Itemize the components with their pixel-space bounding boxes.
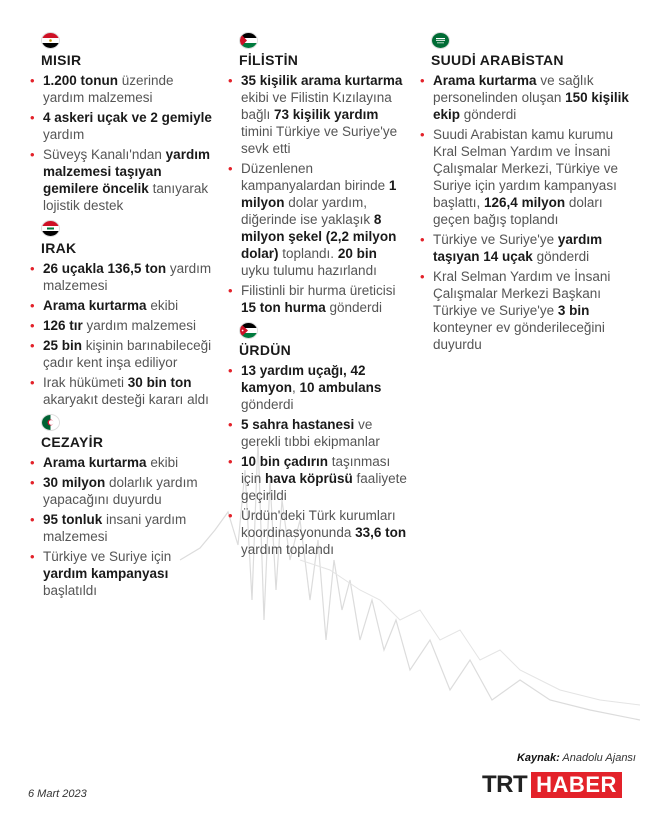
saudi-arabia-flag-icon xyxy=(431,32,450,49)
aid-list-item xyxy=(228,416,408,450)
aid-list-item xyxy=(228,362,408,413)
highlight-text: 26 uçakla 136,5 ton xyxy=(43,261,167,276)
highlight-text: 126,4 milyon xyxy=(484,195,566,210)
country-section xyxy=(228,32,408,316)
item-text: ve sağlık personelinden oluşan xyxy=(433,73,594,105)
item-text: konteyner ev gönderileceğini duyurdu xyxy=(433,320,605,352)
highlight-text: 126 tır xyxy=(43,318,83,333)
item-text: Ürdün'deki Türk kurumları koordinasyonunda xyxy=(241,508,396,540)
aid-list-item xyxy=(228,72,408,157)
aid-list-item xyxy=(228,160,408,279)
item-text: yardım malzemesi xyxy=(82,318,197,333)
aid-list xyxy=(228,362,408,558)
item-text: Türkiye ve Suriye için xyxy=(43,549,172,564)
item-text: gönderdi xyxy=(532,249,590,264)
logo-haber: HABER xyxy=(531,772,622,798)
highlight-text: yardım taşıyan 14 uçak xyxy=(433,232,603,264)
item-text: ekibi ve Filistin Kızılayına bağlı xyxy=(241,90,392,122)
country-section xyxy=(30,220,215,408)
aid-list-item xyxy=(30,337,215,371)
item-text: Türkiye ve Suriye'ye xyxy=(433,232,558,247)
country-section xyxy=(228,322,408,558)
item-text: timini Türkiye ve Suriye'ye sevk etti xyxy=(241,124,398,156)
highlight-text: 5 sahra hastanesi xyxy=(241,417,355,432)
item-text: insani yardım malzemesi xyxy=(43,512,187,544)
highlight-text: 1.200 tonun xyxy=(43,73,119,88)
highlight-text: 30 bin ton xyxy=(127,375,192,390)
logo-trt: TRT xyxy=(482,771,528,798)
item-text: ekibi xyxy=(146,298,179,313)
highlight-text: yardım kampanyası xyxy=(43,566,169,581)
item-text: doları geçen bağış toplandı xyxy=(433,195,603,227)
country-name: CEZAYİR xyxy=(41,434,104,450)
item-text: akaryakıt desteği kararı aldı xyxy=(43,392,209,407)
aid-list xyxy=(30,454,215,599)
item-text: Irak hükümeti xyxy=(43,375,128,390)
aid-list-item xyxy=(420,231,630,265)
source-credit xyxy=(517,752,636,764)
item-text: Kral Selman Yardım ve İnsani Çalışmalar Merkezi Başkanı Türkiye ve Suriye'ye xyxy=(433,269,611,318)
highlight-text: 10 bin çadırın xyxy=(241,454,329,469)
highlight-text: 4 askeri uçak ve 2 gemiyle xyxy=(43,110,212,125)
item-text: üzerinde yardım malzemesi xyxy=(43,73,174,105)
aid-list-item xyxy=(420,72,630,123)
aid-list-item xyxy=(30,72,215,106)
jordan-flag-icon xyxy=(239,322,258,339)
palestine-flag-icon xyxy=(239,32,258,49)
highlight-text: yardım malzemesi taşıyan gemilere öncelik xyxy=(43,147,210,196)
item-text: Suudi Arabistan kamu kurumu Kral Selman Yardım ve İnsani Çalışmalar Merkezi, Türkiye ve Suriye için yardım kampanyası başlattı, xyxy=(433,127,619,210)
item-text: yardım xyxy=(43,127,85,142)
aid-list xyxy=(420,72,630,353)
item-text: gönderdi xyxy=(460,107,517,122)
item-text: Düzenlenen kampanyalardan birinde xyxy=(241,161,389,193)
highlight-text: 1 milyon xyxy=(241,178,397,210)
item-text: dolarlık yardım yapacağını duyurdu xyxy=(43,475,198,507)
country-name: ÜRDÜN xyxy=(239,342,292,358)
aid-list-item xyxy=(30,146,215,214)
column-2 xyxy=(228,32,408,564)
country-name: SUUDİ ARABİSTAN xyxy=(431,52,564,68)
aid-list-item xyxy=(228,453,408,504)
aid-list-item xyxy=(30,374,215,408)
highlight-text: 15 ton hurma xyxy=(241,300,326,315)
aid-list-item xyxy=(420,268,630,353)
highlight-text: 3 bin xyxy=(557,303,590,318)
column-1 xyxy=(30,32,215,605)
highlight-text: 25 bin xyxy=(43,338,83,353)
highlight-text: 150 kişilik ekip xyxy=(433,90,629,122)
item-text: faaliyete geçirildi xyxy=(241,471,407,503)
item-text: ve gerekli tıbbi ekipmanlar xyxy=(241,417,380,449)
country-name: IRAK xyxy=(41,240,77,256)
highlight-text: 73 kişilik yardım xyxy=(274,107,379,122)
aid-list-item xyxy=(228,507,408,558)
highlight-text: Arama kurtarma xyxy=(43,298,147,313)
highlight-text: 33,6 ton xyxy=(355,525,407,540)
aid-list-item xyxy=(30,548,215,599)
country-section xyxy=(420,32,630,353)
aid-list xyxy=(228,72,408,316)
highlight-text: 13 yardım uçağı, 42 kamyon xyxy=(241,363,366,395)
highlight-text: 20 bin xyxy=(337,246,377,261)
highlight-text: Arama kurtarma xyxy=(433,73,537,88)
highlight-text: 8 milyon şekel (2,2 milyon dolar) xyxy=(241,212,397,261)
highlight-text: hava köprüsü xyxy=(265,471,353,486)
item-text: yardım toplandı xyxy=(241,542,335,557)
algeria-flag-icon xyxy=(41,414,60,431)
aid-list-item xyxy=(30,454,215,471)
aid-list-item xyxy=(30,297,215,314)
item-text: toplandı. xyxy=(278,246,338,261)
highlight-text: 95 tonluk xyxy=(43,512,103,527)
item-text: , xyxy=(292,380,300,395)
source-label: Kaynak: xyxy=(516,752,560,764)
country-section xyxy=(30,32,215,214)
iraq-flag-icon xyxy=(41,220,60,237)
item-text: Filistinli bir hurma üreticisi xyxy=(241,283,396,298)
item-text: kişinin barınabileceği çadır kent inşa ediliyor xyxy=(43,338,212,370)
publish-date: 6 Mart 2023 xyxy=(28,788,87,800)
item-text: gönderdi xyxy=(325,300,383,315)
aid-list-item xyxy=(228,282,408,316)
aid-list-item xyxy=(30,474,215,508)
item-text: tanıyarak lojistik destek xyxy=(43,181,209,213)
highlight-text: 35 kişilik arama kurtarma xyxy=(241,73,403,88)
country-name: MISIR xyxy=(41,52,82,68)
aid-list-item xyxy=(420,126,630,228)
highlight-text: Arama kurtarma xyxy=(43,455,147,470)
trt-haber-logo xyxy=(482,772,622,798)
item-text: Süveyş Kanalı'ndan xyxy=(43,147,166,162)
country-name: FİLİSTİN xyxy=(239,52,299,68)
item-text: ekibi xyxy=(146,455,179,470)
highlight-text: 10 ambulans xyxy=(299,380,382,395)
aid-list-item xyxy=(30,511,215,545)
egypt-flag-icon xyxy=(41,32,60,49)
item-text: başlatıldı xyxy=(43,583,98,598)
source-value: Anadolu Ajansı xyxy=(559,752,636,764)
country-section xyxy=(30,414,215,599)
aid-list-item xyxy=(30,260,215,294)
column-3 xyxy=(420,32,630,359)
item-text: yardım malzemesi xyxy=(43,261,212,293)
item-text: taşınması için xyxy=(241,454,391,486)
highlight-text: 30 milyon xyxy=(43,475,106,490)
aid-list xyxy=(30,72,215,214)
item-text: uyku tulumu hazırlandı xyxy=(241,263,377,278)
aid-list-item xyxy=(30,317,215,334)
aid-list-item xyxy=(30,109,215,143)
item-text: dolar yardım, diğerinde ise yaklaşık xyxy=(241,195,374,227)
aid-list xyxy=(30,260,215,408)
item-text: gönderdi xyxy=(241,397,294,412)
